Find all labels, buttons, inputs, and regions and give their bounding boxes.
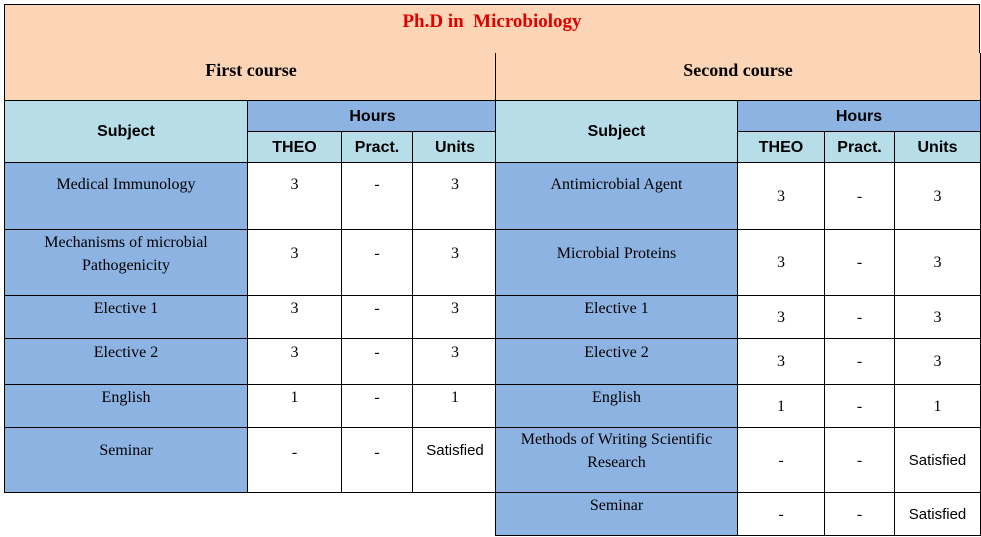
subject-cell: Methods of Writing Scientific Research [496,428,738,493]
first-units-header: Units [413,132,498,163]
title-bar [4,4,980,54]
pract-cell: - [342,339,413,385]
theo-cell: 3 [248,230,342,296]
units-cell: 3 [413,163,498,230]
theo-cell: 1 [248,385,342,428]
pract-cell: - [825,230,895,296]
theo-cell: - [738,493,825,536]
second-course-table [495,53,980,536]
second-subject-header: Subject [496,101,738,163]
first-subject-header: Subject [5,101,248,163]
subject-cell: Elective 2 [496,339,738,385]
units-cell: 3 [413,339,498,385]
theo-cell: 1 [738,385,825,428]
subject-cell: Antimicrobial Agent [496,163,738,230]
units-cell: 1 [895,385,981,428]
subject-cell: Elective 1 [496,296,738,339]
pract-cell: - [342,230,413,296]
subject-cell: English [496,385,738,428]
units-cell: Satisfied [895,493,981,536]
second-pract-header: Pract. [825,132,895,163]
theo-cell: 3 [248,163,342,230]
theo-cell: 3 [738,163,825,230]
subject-cell: Elective 2 [5,339,248,385]
subject-cell: Medical Immunology [5,163,248,230]
subject-cell: Microbial Proteins [496,230,738,296]
second-units-header: Units [895,132,981,163]
units-cell: 3 [895,296,981,339]
theo-cell: 3 [738,230,825,296]
first-hours-header: Hours [248,101,498,132]
subject-cell: Mechanisms of microbial Pathogenicity [5,230,248,296]
units-cell: 3 [413,296,498,339]
units-cell: Satisfied [895,428,981,493]
units-cell: 1 [413,385,498,428]
pract-cell: - [342,428,413,493]
units-cell: 3 [895,230,981,296]
pract-cell: - [825,339,895,385]
units-cell: 3 [413,230,498,296]
pract-cell: - [825,296,895,339]
first-course-table [4,53,497,493]
subject-cell: English [5,385,248,428]
first-theo-header: THEO [248,132,342,163]
pract-cell: - [342,385,413,428]
pract-cell: - [825,385,895,428]
subject-cell: Seminar [496,493,738,536]
subject-cell: Elective 1 [5,296,248,339]
theo-cell: 3 [738,339,825,385]
theo-cell: - [248,428,342,493]
units-cell: Satisfied [413,428,498,493]
theo-cell: 3 [248,339,342,385]
second-theo-header: THEO [738,132,825,163]
pract-cell: - [825,493,895,536]
pract-cell: - [825,163,895,230]
second-hours-header: Hours [738,101,981,132]
theo-cell: - [738,428,825,493]
pract-cell: - [342,296,413,339]
second-course-heading: Second course [496,53,981,101]
units-cell: 3 [895,339,981,385]
pract-cell: - [825,428,895,493]
theo-cell: 3 [738,296,825,339]
page-title: Ph.D in Microbiology [402,11,582,32]
first-course-heading: First course [5,53,498,101]
pract-cell: - [342,163,413,230]
theo-cell: 3 [248,296,342,339]
units-cell: 3 [895,163,981,230]
first-pract-header: Pract. [342,132,413,163]
subject-cell: Seminar [5,428,248,493]
